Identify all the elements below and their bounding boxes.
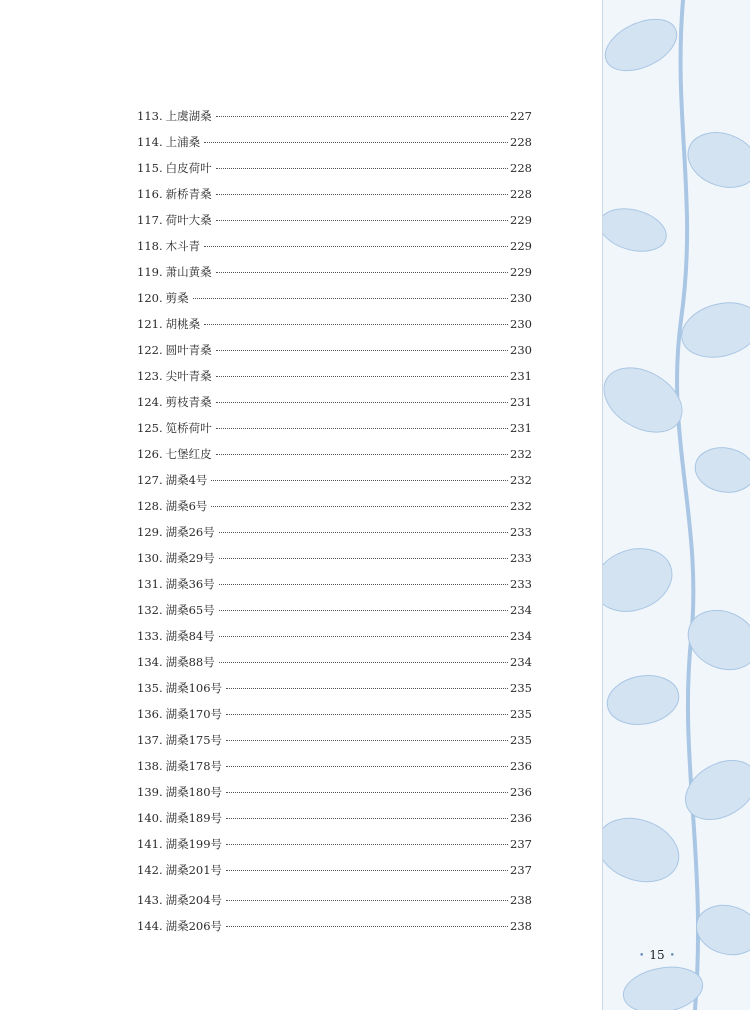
entry-page: 231 [510,369,532,383]
entry-title: 荷叶大桑 [165,213,212,227]
toc-entry [137,519,532,545]
entry-title: 新桥青桑 [165,187,212,201]
toc-entry [137,727,532,753]
dot-leader [226,792,508,793]
table-of-contents [137,103,532,939]
entry-number: 115. [137,161,163,175]
entry-title: 湖桑189号 [165,811,223,825]
toc-entry [137,649,532,675]
toc-entry [137,545,532,571]
toc-entry [137,831,532,857]
entry-number: 120. [137,291,163,305]
entry-number: 143. [137,893,163,907]
entry-number: 125. [137,421,163,435]
dot-leader [226,688,508,689]
entry-number: 141. [137,837,163,851]
toc-entry [137,259,532,285]
dot-leader [219,584,508,585]
toc-entry [137,415,532,441]
entry-title: 胡桃桑 [165,317,201,331]
dot-leader [216,376,508,377]
entry-page: 236 [510,785,532,799]
entry-number: 142. [137,863,163,877]
entry-title: 七堡红皮 [165,447,212,461]
entry-page: 232 [510,499,532,513]
toc-entry [137,753,532,779]
entry-number: 128. [137,499,163,513]
entry-title: 湖桑206号 [165,919,223,933]
entry-title: 笕桥荷叶 [165,421,212,435]
toc-entry [137,887,532,913]
dot-leader [226,926,508,927]
entry-title: 湖桑36号 [165,577,215,591]
dot-leader [216,168,508,169]
entry-number: 116. [137,187,163,201]
entry-number: 137. [137,733,163,747]
entry-title: 上浦桑 [165,135,201,149]
entry-title: 萧山黄桑 [165,265,212,279]
toc-entry [137,623,532,649]
decorative-side-panel [602,0,750,1010]
toc-entry [137,597,532,623]
entry-title: 圆叶青桑 [165,343,212,357]
dot-leader [204,324,508,325]
entry-page: 235 [510,707,532,721]
entry-page: 229 [510,239,532,253]
page-number-text: 15 [649,948,665,962]
toc-entry [137,805,532,831]
entry-number: 139. [137,785,163,799]
entry-title: 湖桑204号 [165,893,223,907]
entry-title: 湖桑175号 [165,733,223,747]
entry-title: 湖桑178号 [165,759,223,773]
entry-page: 238 [510,893,532,907]
entry-number: 119. [137,265,163,279]
toc-entry [137,103,532,129]
toc-entry [137,155,532,181]
entry-title: 剪桑 [165,291,189,305]
dot-leader [219,662,508,663]
entry-title: 湖桑84号 [165,629,215,643]
folio-dot-left: • [639,951,645,961]
leaf [692,443,750,497]
entry-page: 234 [510,629,532,643]
entry-number: 131. [137,577,163,591]
leaf [603,538,681,622]
dot-leader [211,506,508,507]
entry-title: 白皮荷叶 [165,161,212,175]
toc-entry [137,675,532,701]
leaf [675,748,750,831]
entry-title: 湖桑201号 [165,863,223,877]
entry-page: 233 [510,577,532,591]
entry-number: 117. [137,213,163,227]
entry-page: 228 [510,135,532,149]
entry-number: 134. [137,655,163,669]
toc-entry [137,571,532,597]
entry-title: 湖桑65号 [165,603,215,617]
dot-leader [226,900,508,901]
entry-page: 232 [510,447,532,461]
toc-entry [137,337,532,363]
entry-number: 127. [137,473,163,487]
dot-leader [216,220,508,221]
dot-leader [216,194,508,195]
dot-leader [226,714,508,715]
dot-leader [226,844,508,845]
entry-number: 136. [137,707,163,721]
dot-leader [211,480,508,481]
entry-title: 湖桑26号 [165,525,215,539]
entry-page: 235 [510,681,532,695]
toc-entry [137,493,532,519]
mulberry-branch-illustration [603,0,750,1010]
entry-page: 231 [510,395,532,409]
entry-number: 121. [137,317,163,331]
entry-page: 233 [510,525,532,539]
entry-page: 233 [510,551,532,565]
dot-leader [216,402,508,403]
entry-page: 232 [510,473,532,487]
entry-page: 238 [510,919,532,933]
page-number [602,948,712,962]
entry-page: 230 [510,343,532,357]
entry-number: 122. [137,343,163,357]
dot-leader [216,272,508,273]
entry-title: 湖桑29号 [165,551,215,565]
entry-title: 湖桑6号 [165,499,208,513]
toc-entry [137,207,532,233]
toc-entry [137,779,532,805]
entry-page: 237 [510,837,532,851]
entry-page: 235 [510,733,532,747]
dot-leader [219,532,508,533]
entry-title: 湖桑199号 [165,837,223,851]
dot-leader [216,428,508,429]
entry-page: 231 [510,421,532,435]
leaf [676,295,750,366]
dot-leader [226,740,508,741]
entry-page: 230 [510,317,532,331]
dot-leader [216,350,508,351]
entry-title: 湖桑4号 [165,473,208,487]
entry-page: 228 [510,187,532,201]
entry-title: 尖叶青桑 [165,369,212,383]
entry-title: 上虞湖桑 [165,109,212,123]
entry-number: 126. [137,447,163,461]
entry-number: 129. [137,525,163,539]
leaf [603,670,682,730]
entry-number: 114. [137,135,163,149]
entry-page: 227 [510,109,532,123]
toc-entry [137,857,532,883]
entry-page: 237 [510,863,532,877]
toc-entry [137,467,532,493]
entry-number: 124. [137,395,163,409]
toc-entry [137,233,532,259]
entry-number: 132. [137,603,163,617]
toc-entry [137,181,532,207]
toc-entry [137,311,532,337]
folio-dot-right: • [669,951,675,961]
entry-page: 230 [510,291,532,305]
entry-title: 湖桑106号 [165,681,223,695]
dot-leader [226,766,508,767]
entry-number: 138. [137,759,163,773]
entry-title: 湖桑88号 [165,655,215,669]
entry-number: 130. [137,551,163,565]
entry-number: 140. [137,811,163,825]
dot-leader [226,818,508,819]
leaf [680,123,750,196]
dot-leader [204,142,508,143]
entry-title: 湖桑170号 [165,707,223,721]
leaf [603,202,671,258]
entry-title: 木斗青 [165,239,201,253]
toc-entry [137,285,532,311]
leaf [620,961,706,1010]
entry-page: 234 [510,655,532,669]
entry-page: 229 [510,213,532,227]
leaf [603,807,688,892]
entry-number: 113. [137,109,163,123]
dot-leader [219,558,508,559]
toc-entry [137,363,532,389]
toc-entry [137,701,532,727]
toc-entry [137,441,532,467]
toc-entry [137,913,532,939]
entry-page: 234 [510,603,532,617]
entry-number: 118. [137,239,163,253]
dot-leader [204,246,508,247]
entry-page: 228 [510,161,532,175]
dot-leader [219,636,508,637]
dot-leader [216,116,508,117]
entry-page: 236 [510,759,532,773]
dot-leader [216,454,508,455]
entry-page: 229 [510,265,532,279]
dot-leader [219,610,508,611]
leaf [603,9,685,81]
entry-number: 144. [137,919,163,933]
entry-title: 剪枝青桑 [165,395,212,409]
dot-leader [193,298,508,299]
dot-leader [226,870,508,871]
entry-number: 133. [137,629,163,643]
entry-page: 236 [510,811,532,825]
entry-number: 135. [137,681,163,695]
toc-entry [137,389,532,415]
toc-entry [137,129,532,155]
entry-title: 湖桑180号 [165,785,223,799]
entry-number: 123. [137,369,163,383]
